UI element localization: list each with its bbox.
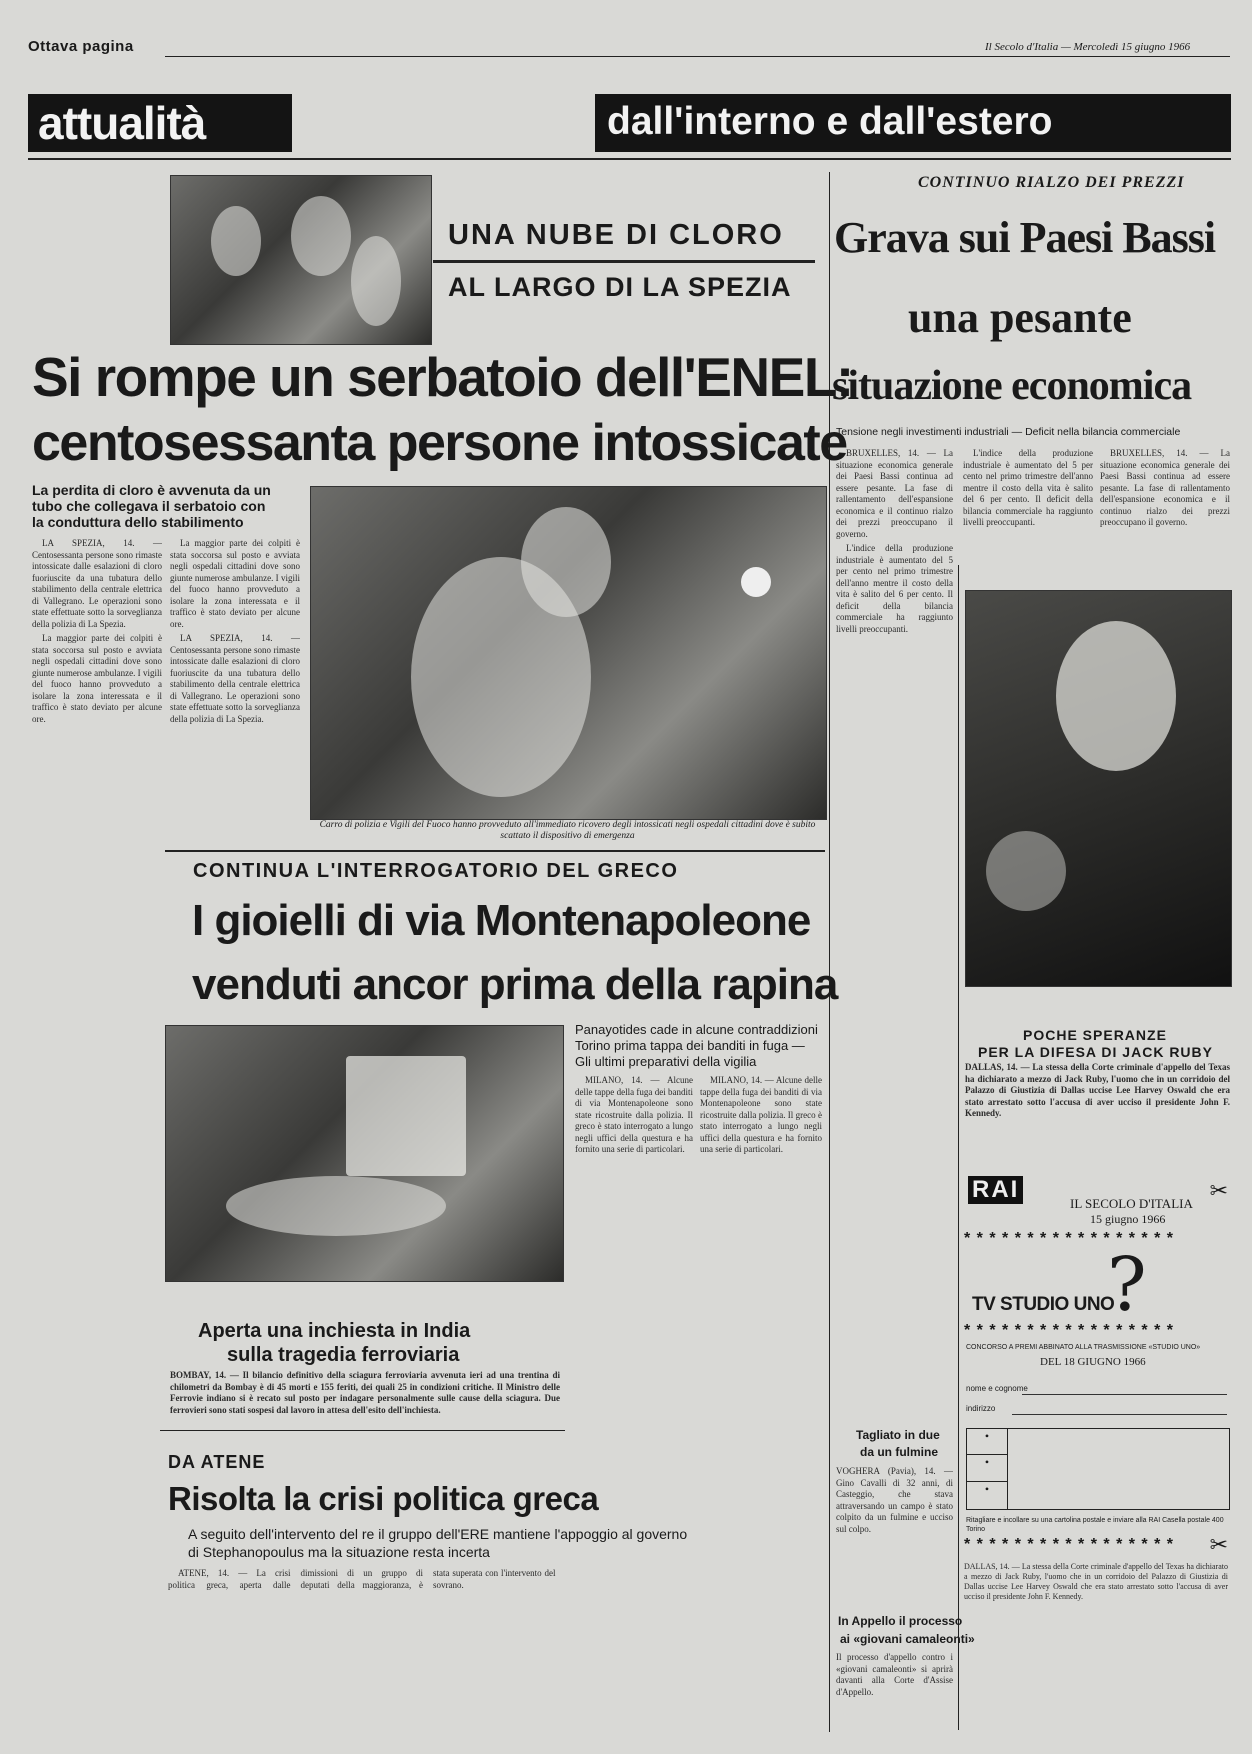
lightning-body: VOGHERA (Pavia), 14. — Gino Cavalli di 32 anni, di Casteggio, che stava attraversando un campo è stato colpito da un fulmine e ucciso sul colpo. xyxy=(836,1466,953,1534)
lead-body-1b: LA SPEZIA, 14. — Centosessanta persone sono rimaste intossicate dalle esalazioni di cloro fuoriuscite da una tubatura dello stabilimento della centrale elettrica di Vallegrano. Le operazioni sono state effettuate sotto la sorveglianza della polizia di La Spezia. xyxy=(170,633,300,724)
coupon-instructions: Ritagliare e incollare su una cartolina postale e inviare alla RAI Casella postale 400 Torino xyxy=(966,1517,1224,1533)
coupon-field-name-line[interactable] xyxy=(1022,1394,1227,1395)
lead-body-2: La maggior parte dei colpiti è stata soccorsa sul posto e avviata negli ospedali cittadini dove sono giunte numerose ambulanze. I vigili del fuoco hanno provveduto a isolare la zona interessata e il traffico è stato deviato per alcune ore. xyxy=(32,633,162,724)
greco-headline-1: I gioielli di via Montenapoleone xyxy=(192,896,811,945)
greco-body-col-1 xyxy=(575,1075,693,1545)
nl-body-2b: L'indice della produzione industriale è aumentato del 5 per cento nel primo trimestre dell'anno mentre il costo della vita è salito del 6 per cento. Il deficit della bilancia commerciale ha raggiunto livelli preoccupanti. xyxy=(963,448,1093,527)
nl-body-1: BRUXELLES, 14. — La situazione economica generale dei Paesi Bassi continua ad essere pesante. La fase di rallentamento dell'espansione economica e il continuo rialzo dei prezzi preoccupano il governo. xyxy=(836,448,953,539)
answer-box-2[interactable]: • xyxy=(967,1455,1008,1482)
nl-headline-1: Grava sui Paesi Bassi xyxy=(834,213,1216,262)
lead-headline-1: Si rompe un serbatoio dell'ENEL: xyxy=(32,346,853,408)
india-body: BOMBAY, 14. — Il bilancio definitivo della sciagura ferroviaria avvenuta ieri ad una trentina di chilometri da Bombay è di 45 morti e 155 feriti, dei quali 25 in condizioni critiche. Il Ministro delle Ferrovie indiano si è recato sul posto per indagare personalmente sulle cause della sciagura. Due ferrovieri sono stati sospesi dal lavoro in attesa dell'esito dell'inchiesta. xyxy=(170,1370,560,1415)
banner-right xyxy=(595,94,1231,152)
greece-body xyxy=(168,1568,688,1728)
header-rule xyxy=(165,56,1230,57)
lead-subhead: La perdita di cloro è avvenuta da un tubo che collegava il serbatoio con la conduttura dello stabilimento xyxy=(32,482,271,530)
coupon-answer-grid xyxy=(966,1428,1230,1510)
rai-logo: RAI xyxy=(968,1176,1023,1204)
nl-body-col-3 xyxy=(1100,448,1230,558)
appeal-headline-1: In Appello il processo xyxy=(838,1614,963,1628)
greco-photo xyxy=(165,1025,564,1282)
banner-left-text: attualità xyxy=(38,97,206,149)
lead-main-photo xyxy=(310,486,827,820)
newspaper-date: Il Secolo d'Italia — Mercoledì 15 giugno 1966 xyxy=(985,41,1191,53)
coupon-stars-bottom: * * * * * * * * * * * * * * * * * xyxy=(964,1536,1174,1553)
banner-rule xyxy=(28,158,1231,160)
lead-top-photo xyxy=(170,175,432,345)
coupon-title: TV STUDIO UNO xyxy=(972,1294,1115,1315)
nl-body-col-2 xyxy=(963,448,1093,558)
coupon-date: 15 giugno 1966 xyxy=(1090,1212,1166,1226)
appeal-headline-2: ai «giovani camaleonti» xyxy=(840,1632,975,1646)
greco-body-b: MILANO, 14. — Alcune delle tappe della fuga dei banditi di via Montenapoleone sono state ricostruite dalla polizia. Il greco è stato interrogato a lungo negli uffici della questura e ha fornito una serie di particolari. xyxy=(700,1075,822,1154)
nl-headline-2: una pesante xyxy=(908,293,1132,342)
coupon xyxy=(962,1170,1232,1735)
india-headline-2: sulla tragedia ferroviaria xyxy=(227,1344,460,1366)
banner-right-text: dall'interno e dall'estero xyxy=(607,100,1053,143)
coupon-stars-mid: * * * * * * * * * * * * * * * * * xyxy=(964,1322,1174,1339)
ruby-body: DALLAS, 14. — La stessa della Corte criminale d'appello del Texas ha dichiarato a mezzo di Jack Ruby, l'uomo che in un corridoio del Palazzo di Giustizia di Dallas uccise Lee Harvey Oswald che era stato arrestato sotto l'accusa di aver ucciso il presidente John F. Kennedy. xyxy=(965,1062,1230,1118)
nl-body-2: L'indice della produzione industriale è aumentato del 5 per cento nel primo trimestre dell'anno mentre il costo della vita è salito del 6 per cento. Il deficit della bilancia commerciale ha raggiunto livelli preoccupanti. xyxy=(836,543,953,634)
lightning-headline-1: Tagliato in due xyxy=(856,1428,940,1442)
nl-kicker: CONTINUO RIALZO DEI PREZZI xyxy=(918,174,1185,191)
coupon-rules-text: DALLAS, 14. — La stessa della Corte criminale d'appello del Texas ha dichiarato a mezzo di Jack Ruby, l'uomo che in un corridoio del Palazzo di Giustizia di Dallas uccise Lee Harvey Oswald che era stato arrestato sotto l'accusa di aver ucciso il presidente John F. Kennedy. xyxy=(964,1562,1228,1601)
greece-subhead: A seguito dell'intervento del re il gruppo dell'ERE mantiene l'appoggio al governo di Stephanopoulus ma la situazione resta incerta xyxy=(188,1526,688,1560)
coupon-field-address-line[interactable] xyxy=(1012,1414,1227,1415)
india-headline-1: Aperta una inchiesta in India xyxy=(198,1320,471,1342)
banner-left xyxy=(28,94,292,152)
section-label: Ottava pagina xyxy=(28,38,134,55)
ruby-headline-1: POCHE SPERANZE xyxy=(1023,1027,1167,1043)
lead-body-1: LA SPEZIA, 14. — Centosessanta persone sono rimaste intossicate dalle esalazioni di cloro fuoriuscite da una tubatura dello stabilimento della centrale elettrica di Vallegrano. Le operazioni sono state effettuate sotto la sorveglianza della polizia di La Spezia. xyxy=(32,538,162,629)
greece-kicker: DA ATENE xyxy=(168,1452,266,1472)
coupon-newspaper: IL SECOLO D'ITALIA xyxy=(1070,1196,1193,1211)
lead-kicker-2: AL LARGO DI LA SPEZIA xyxy=(448,272,792,302)
lead-body-col-2 xyxy=(170,538,300,833)
answer-box-3[interactable]: • xyxy=(967,1482,1008,1509)
lightning-headline-2: da un fulmine xyxy=(860,1445,938,1459)
greece-headline: Risolta la crisi politica greca xyxy=(168,1480,599,1517)
india-bottom-rule xyxy=(160,1430,565,1431)
lead-photo-caption: Carro di polizia e Vigili del Fuoco hanno provveduto all'immediato ricovero degli intossicati negli ospedali cittadini dove è subito scattato il dispositivo di emergenza xyxy=(319,820,816,841)
lead-kicker-rule xyxy=(433,260,815,263)
greco-headline-2: venduti ancor prima della rapina xyxy=(192,960,838,1009)
lead-body-col-1 xyxy=(32,538,162,1008)
greco-body: MILANO, 14. — Alcune delle tappe della fuga dei banditi di via Montenapoleone sono state ricostruite dalla polizia. Il greco è stato interrogato a lungo negli uffici della questura e ha fornito una serie di particolari. xyxy=(575,1075,693,1154)
greece-body-text: ATENE, 14. — La crisi politica greca, aperta dalle dimissioni di un gruppo di deputati della maggioranza, è stata superata con l'intervento del sovrano. xyxy=(168,1568,556,1590)
lead-body-2b: La maggior parte dei colpiti è stata soccorsa sul posto e avviata negli ospedali cittadini dove sono giunte numerose ambulanze. I vigili del fuoco hanno provveduto a isolare la zona interessata e il traffico è stato deviato per alcune ore. xyxy=(170,538,300,629)
scissors-icon-top: ✂ xyxy=(1209,1178,1228,1203)
column-divider-mid xyxy=(958,565,959,1730)
appeal-body: Il processo d'appello contro i «giovani camaleonti» si aprirà davanti alla Corte d'Assise d'Appello. xyxy=(836,1652,953,1697)
ruby-photo xyxy=(965,590,1232,987)
coupon-field-address-label: indirizzo xyxy=(966,1404,996,1413)
nl-body-1b: BRUXELLES, 14. — La situazione economica generale dei Paesi Bassi continua ad essere pesante. La fase di rallentamento dell'espansione economica e il continuo rialzo dei prezzi preoccupano il governo. xyxy=(1100,448,1230,527)
lead-headline-2: centosessanta persone intossicate xyxy=(32,414,847,472)
greco-top-rule xyxy=(165,850,825,852)
scissors-icon-bottom: ✂ xyxy=(1209,1532,1228,1557)
answer-box-1[interactable]: • xyxy=(967,1429,1008,1455)
coupon-stars-top: * * * * * * * * * * * * * * * * * xyxy=(964,1230,1174,1247)
nl-headline-3: situazione economica xyxy=(832,363,1192,409)
greco-kicker: CONTINUA L'INTERROGATORIO DEL GRECO xyxy=(193,860,679,882)
nl-body-col-1 xyxy=(836,448,953,1458)
nl-subhead: Tensione negli investimenti industriali — Deficit nella bilancia commerciale xyxy=(836,426,1181,438)
lead-kicker-1: UNA NUBE DI CLORO xyxy=(448,219,784,251)
greco-subhead: Panayotides cade in alcune contraddizioni Torino prima tappa dei banditi in fuga — Gli ultimi preparativi della vigilia xyxy=(575,1022,818,1069)
coupon-contest-line: CONCORSO A PREMI ABBINATO ALLA TRASMISSIONE «STUDIO UNO» xyxy=(966,1344,1201,1351)
ruby-headline-2: PER LA DIFESA DI JACK RUBY xyxy=(978,1044,1213,1060)
coupon-field-name-label: nome e cognome xyxy=(966,1384,1028,1393)
question-mark-icon: ? xyxy=(1107,1242,1147,1328)
coupon-contest-date: DEL 18 GIUGNO 1966 xyxy=(1040,1356,1146,1368)
greco-body-col-2 xyxy=(700,1075,822,1545)
